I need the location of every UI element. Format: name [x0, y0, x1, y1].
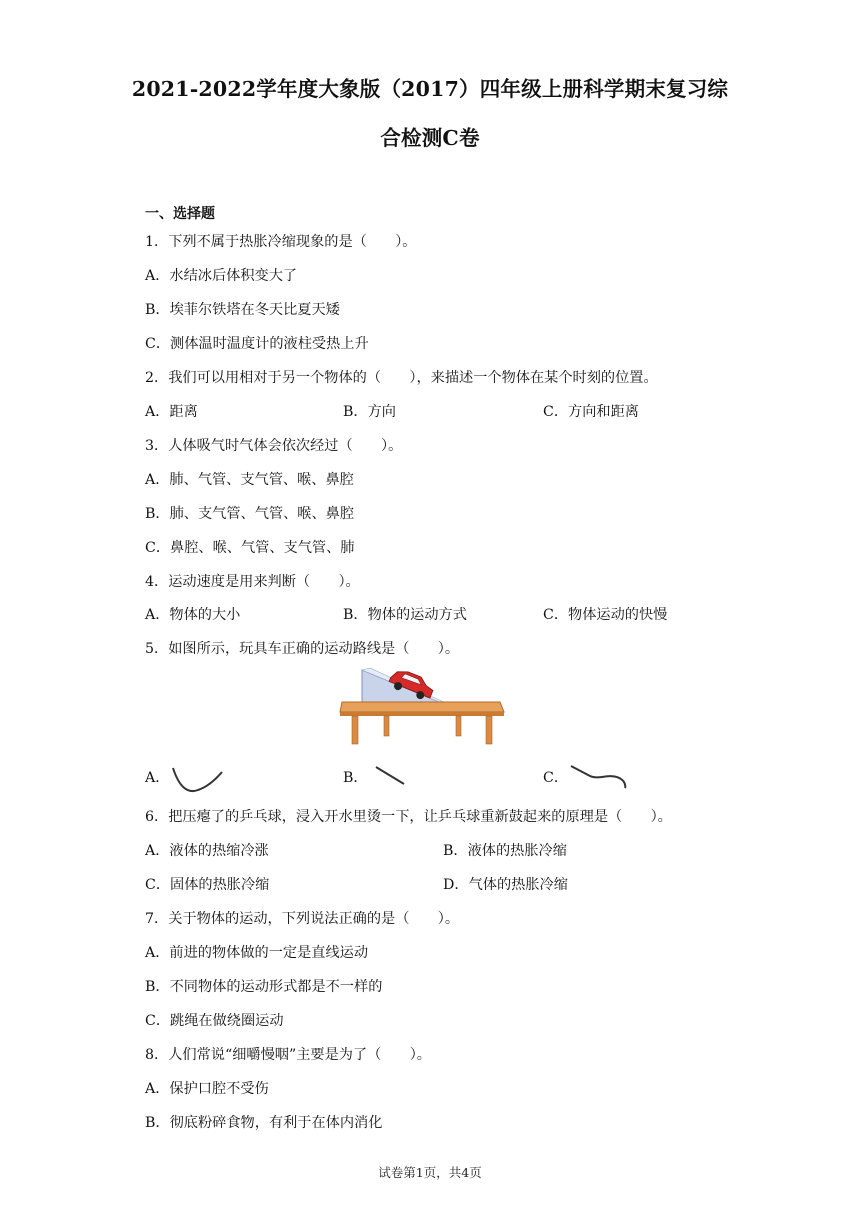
question-8-stem: 8．人们常说“细嚼慢咽”主要是为了（ ）。: [145, 1047, 431, 1063]
question-6-stem: 6．把压瘪了的乒乓球，浸入开水里烫一下，让乒乓球重新鼓起来的原理是（ ）。: [145, 809, 672, 825]
question-1-option-b: B．埃菲尔铁塔在冬天比夏天矮: [145, 302, 340, 318]
document-title-line2: 合检测C卷: [380, 126, 480, 150]
question-4-option-c: C．物体运动的快慢: [543, 607, 668, 623]
question-4-option-a: A．物体的大小: [145, 607, 241, 623]
question-6-option-d: D．气体的热胀冷缩: [443, 877, 568, 893]
question-5-option-c: C．: [543, 770, 569, 786]
question-7-option-b: B．不同物体的运动形式都是不一样的: [145, 979, 383, 995]
question-3-option-b: B．肺、支气管、气管、喉、鼻腔: [145, 506, 355, 522]
question-7-option-c: C．跳绳在做绕圈运动: [145, 1013, 284, 1029]
question-4-stem: 4．运动速度是用来判断（ ）。: [145, 574, 360, 590]
question-7-stem: 7．关于物体的运动，下列说法正确的是（ ）。: [145, 911, 460, 927]
question-6-option-c: C．固体的热胀冷缩: [145, 877, 270, 893]
question-8-option-a: A．保护口腔不受伤: [145, 1081, 269, 1097]
question-6-option-b: B．液体的热胀冷缩: [443, 843, 567, 859]
slope-then-flat-route-icon: [568, 762, 630, 792]
question-3-stem: 3．人体吸气时气体会依次经过（ ）。: [145, 438, 403, 454]
question-6-option-a: A．液体的热缩冷涨: [145, 843, 269, 859]
question-5-stem: 5．如图所示，玩具车正确的运动路线是（ ）。: [145, 641, 460, 657]
question-8-option-b: B．彻底粉碎食物，有利于在体内消化: [145, 1115, 383, 1131]
section-heading: 一、选择题: [145, 206, 215, 222]
question-3-option-a: A．肺、气管、支气管、喉、鼻腔: [145, 472, 354, 488]
question-7-option-a: A．前进的物体做的一定是直线运动: [145, 945, 369, 961]
question-2-option-a: A．距离: [145, 404, 198, 420]
question-2-option-c: C．方向和距离: [543, 404, 639, 420]
question-4-option-b: B．物体的运动方式: [343, 607, 467, 623]
question-3-option-c: C．鼻腔、喉、气管、支气管、肺: [145, 540, 355, 556]
document-title-line1: 2021-2022学年度大象版（2017）四年级上册科学期末复习综: [131, 77, 729, 101]
u-curve-route-icon: [170, 762, 226, 794]
question-5-option-b: B．: [343, 770, 368, 786]
question-5-option-a: A．: [145, 770, 170, 786]
question-2-stem: 2．我们可以用相对于另一个物体的（ ），来描述一个物体在某个时刻的位置。: [145, 370, 658, 386]
question-1-option-a: A．水结冰后体积变大了: [145, 268, 298, 284]
straight-slope-route-icon: [372, 762, 412, 790]
question-1-stem: 1．下列不属于热胀冷缩现象的是（ ）。: [145, 234, 417, 250]
page-footer: 试卷第1页，共4页: [378, 1165, 482, 1180]
toy-car-on-ramp-figure: [336, 660, 506, 746]
question-1-option-c: C．测体温时温度计的液柱受热上升: [145, 336, 369, 352]
question-2-option-b: B．方向: [343, 404, 396, 420]
